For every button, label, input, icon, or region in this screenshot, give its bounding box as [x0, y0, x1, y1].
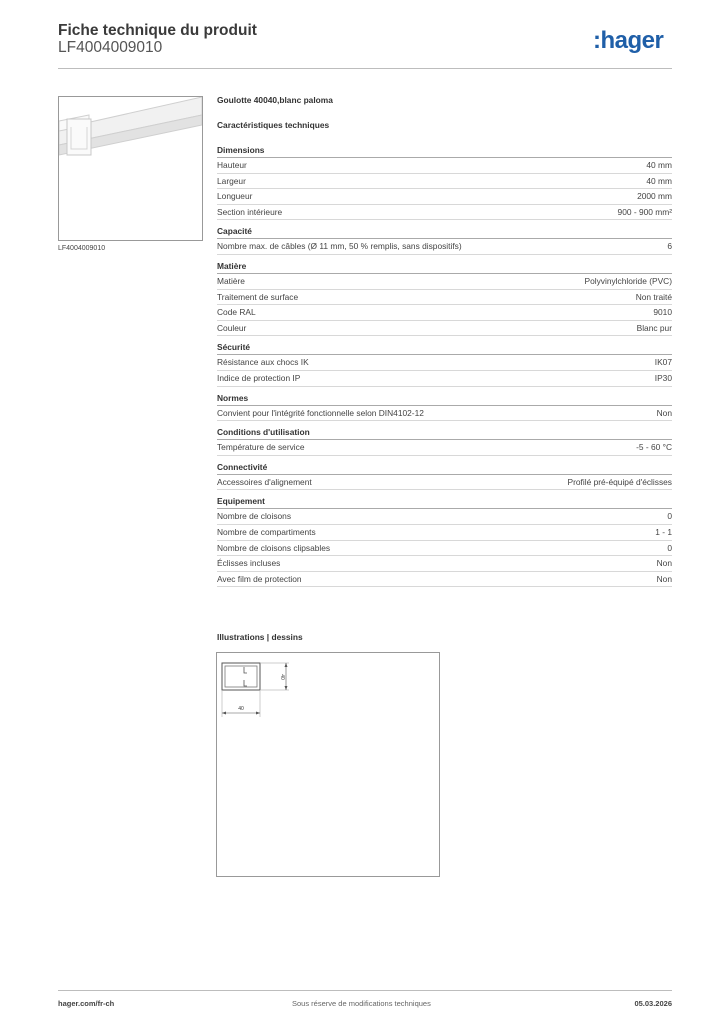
spec-label: Traitement de surface: [217, 291, 299, 302]
spec-section: [217, 460, 672, 491]
spec-label: Couleur: [217, 322, 247, 333]
spec-value: 1 - 1: [655, 526, 672, 537]
hager-logo: :hager: [593, 27, 664, 54]
spec-content: [217, 93, 672, 587]
spec-row: [217, 572, 672, 588]
spec-value: 0: [667, 542, 672, 553]
spec-row: [217, 205, 672, 221]
product-reference: LF4004009010: [58, 39, 163, 56]
spec-label: Accessoires d'alignement: [217, 476, 312, 487]
spec-row: [217, 556, 672, 572]
spec-row: [217, 475, 672, 491]
spec-value: Blanc pur: [636, 322, 672, 333]
spec-label: Nombre de cloisons clipsables: [217, 542, 331, 553]
spec-heading: Caractéristiques techniques: [217, 120, 330, 130]
spec-row: [217, 321, 672, 337]
spec-value: 9010: [653, 307, 672, 318]
spec-label: Température de service: [217, 442, 305, 453]
spec-label: Résistance aux chocs IK: [217, 357, 309, 368]
spec-section: [217, 143, 672, 220]
spec-label: Éclisses incluses: [217, 558, 281, 569]
spec-label: Indice de protection IP: [217, 372, 301, 383]
spec-value: 6: [667, 241, 672, 252]
spec-label: Matière: [217, 275, 245, 286]
footer-date: 05.03.2026: [634, 999, 672, 1008]
spec-row: [217, 189, 672, 205]
spec-label: Nombre de compartiments: [217, 526, 316, 537]
spec-value: Profilé pré-équipé d'éclisses: [567, 476, 672, 487]
spec-value: -5 - 60 °C: [636, 442, 672, 453]
spec-label: Code RAL: [217, 307, 256, 318]
spec-row: [217, 158, 672, 174]
spec-value: Non: [656, 558, 672, 569]
spec-value: IK07: [654, 357, 672, 368]
duct-cross-section-drawing: [217, 653, 439, 876]
spec-value: 0: [667, 511, 672, 522]
spec-value: 900 - 900 mm²: [617, 206, 672, 217]
spec-value: 40 mm: [646, 160, 672, 170]
spec-section: [217, 259, 672, 336]
section-title: Equipement: [217, 494, 672, 509]
spec-row: [217, 290, 672, 306]
spec-label: Convient pour l'intégrité fonctionnelle selon DIN4102-12: [217, 407, 424, 418]
height-dimension-label: 40: [279, 674, 285, 680]
footer-website[interactable]: hager.com/fr-ch: [58, 999, 115, 1008]
spec-section: [217, 494, 672, 587]
section-title: Dimensions: [217, 143, 672, 158]
spec-row: [217, 509, 672, 525]
section-title: Capacité: [217, 224, 672, 239]
product-name: Goulotte 40040,blanc paloma: [217, 95, 333, 105]
cable-duct-icon: [59, 97, 202, 240]
image-caption: LF4004009010: [58, 245, 106, 252]
section-title: Matière: [217, 259, 672, 274]
spec-label: Largeur: [217, 175, 246, 186]
technical-drawing: [216, 652, 440, 877]
illustrations-title: Illustrations | dessins: [217, 632, 303, 642]
spec-label: Avec film de protection: [217, 573, 302, 584]
product-image: [58, 96, 203, 241]
spec-row: [217, 440, 672, 456]
spec-row: [217, 239, 672, 255]
spec-section: [217, 391, 672, 422]
spec-row: [217, 371, 672, 387]
spec-value: Non traité: [635, 291, 672, 302]
section-title: Normes: [217, 391, 672, 406]
spec-row: [217, 305, 672, 321]
page-title: Fiche technique du produit: [58, 22, 257, 39]
spec-section: [217, 425, 672, 456]
footer-divider: [58, 990, 672, 991]
header-divider: [58, 68, 672, 69]
footer-disclaimer: Sous réserve de modifications techniques: [292, 999, 431, 1008]
spec-row: [217, 406, 672, 422]
section-title: Conditions d'utilisation: [217, 425, 672, 440]
spec-row: [217, 174, 672, 190]
spec-value: 2000 mm: [637, 191, 672, 202]
spec-value: Polyvinylchloride (PVC): [584, 275, 672, 286]
spec-row: [217, 525, 672, 541]
spec-value: IP30: [654, 372, 672, 383]
spec-sections: [217, 143, 672, 587]
spec-row: [217, 541, 672, 557]
spec-section: [217, 340, 672, 386]
spec-section: [217, 224, 672, 255]
section-title: Sécurité: [217, 340, 672, 355]
spec-label: Nombre max. de câbles (Ø 11 mm, 50 % remplis, sans dispositifs): [217, 241, 462, 252]
width-dimension-label: 40: [238, 706, 244, 712]
spec-label: Section intérieure: [217, 206, 283, 217]
section-title: Connectivité: [217, 460, 672, 475]
spec-row: [217, 274, 672, 290]
spec-label: Hauteur: [217, 160, 247, 170]
spec-row: [217, 355, 672, 371]
spec-value: 40 mm: [646, 175, 672, 186]
spec-label: Longueur: [217, 191, 253, 202]
spec-value: Non: [656, 407, 672, 418]
spec-label: Nombre de cloisons: [217, 511, 292, 522]
spec-value: Non: [656, 573, 672, 584]
